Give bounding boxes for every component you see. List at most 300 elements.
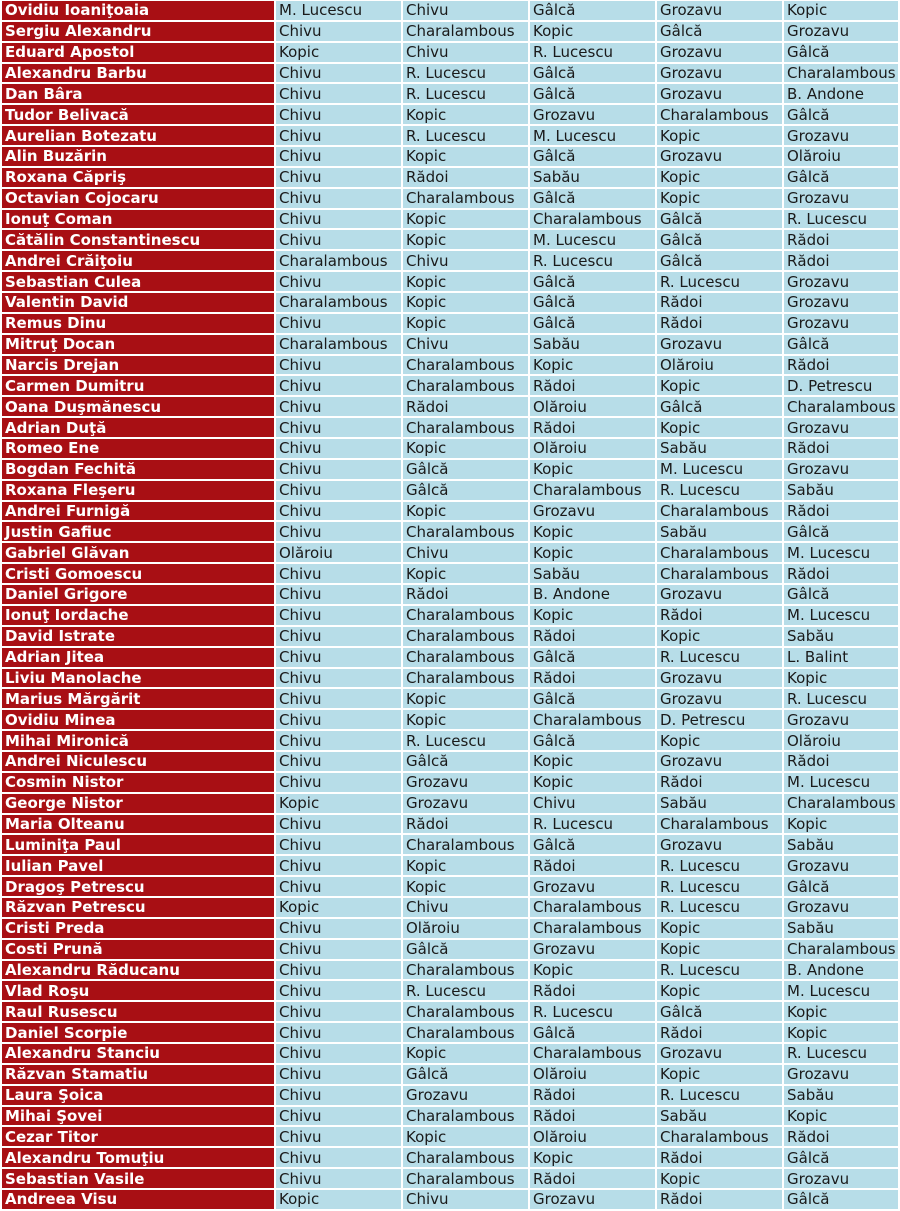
journalist-name: Costi Prună — [2, 940, 274, 959]
vote-1: Kopic — [276, 794, 401, 813]
vote-3: Grozavu — [530, 877, 655, 896]
vote-5: Rădoi — [784, 230, 898, 249]
vote-1: Chivu — [276, 210, 401, 229]
vote-3: R. Lucescu — [530, 815, 655, 834]
vote-3: R. Lucescu — [530, 43, 655, 62]
journalist-name: Alexandru Stanciu — [2, 1044, 274, 1063]
journalist-name: Daniel Scorpie — [2, 1023, 274, 1042]
vote-1: Chivu — [276, 418, 401, 437]
vote-3: Rădoi — [530, 1107, 655, 1126]
vote-5: Sabău — [784, 835, 898, 854]
vote-4: Kopic — [657, 168, 782, 187]
journalist-name: Alexandru Tomuţiu — [2, 1148, 274, 1167]
vote-5: Gâlcă — [784, 1148, 898, 1167]
vote-2: Kopic — [403, 230, 528, 249]
vote-2: Charalambous — [403, 627, 528, 646]
vote-5: R. Lucescu — [784, 210, 898, 229]
vote-2: Kopic — [403, 564, 528, 583]
vote-5: Rădoi — [784, 752, 898, 771]
vote-4: Rădoi — [657, 1148, 782, 1167]
journalist-name: Răzvan Petrescu — [2, 898, 274, 917]
vote-5: Sabău — [784, 627, 898, 646]
vote-2: Chivu — [403, 1, 528, 20]
vote-4: Kopic — [657, 376, 782, 395]
vote-2: R. Lucescu — [403, 84, 528, 103]
table-row — [2, 1002, 898, 1021]
journalist-name: Cătălin Constantinescu — [2, 230, 274, 249]
journalist-name: Narcis Drejan — [2, 356, 274, 375]
journalist-name: David Istrate — [2, 627, 274, 646]
vote-2: Gâlcă — [403, 1065, 528, 1084]
vote-5: Grozavu — [784, 22, 898, 41]
vote-4: Rădoi — [657, 773, 782, 792]
vote-3: Olăroiu — [530, 397, 655, 416]
vote-2: Gâlcă — [403, 481, 528, 500]
table-row — [2, 314, 898, 333]
journalist-name: Adrian Duţă — [2, 418, 274, 437]
vote-1: Chivu — [276, 1086, 401, 1105]
table-row — [2, 210, 898, 229]
vote-3: R. Lucescu — [530, 251, 655, 270]
table-row — [2, 627, 898, 646]
vote-1: Chivu — [276, 815, 401, 834]
vote-5: Gâlcă — [784, 1190, 898, 1209]
vote-1: Chivu — [276, 981, 401, 1000]
table-row — [2, 606, 898, 625]
vote-5: B. Andone — [784, 84, 898, 103]
table-row — [2, 794, 898, 813]
journalist-name: Eduard Apostol — [2, 43, 274, 62]
vote-2: Gâlcă — [403, 460, 528, 479]
vote-4: Gâlcă — [657, 397, 782, 416]
journalist-name: Mihai Mironică — [2, 731, 274, 750]
vote-5: Charalambous — [784, 794, 898, 813]
vote-4: Grozavu — [657, 835, 782, 854]
vote-2: Charalambous — [403, 1023, 528, 1042]
vote-3: Charalambous — [530, 481, 655, 500]
vote-4: Grozavu — [657, 147, 782, 166]
vote-4: Grozavu — [657, 43, 782, 62]
vote-1: Chivu — [276, 606, 401, 625]
vote-5: Gâlcă — [784, 522, 898, 541]
vote-1: Chivu — [276, 397, 401, 416]
vote-4: Grozavu — [657, 1044, 782, 1063]
vote-2: Charalambous — [403, 1107, 528, 1126]
vote-4: Olăroiu — [657, 356, 782, 375]
journalist-name: Luminiţa Paul — [2, 835, 274, 854]
vote-3: Rădoi — [530, 981, 655, 1000]
vote-1: Chivu — [276, 460, 401, 479]
vote-5: M. Lucescu — [784, 606, 898, 625]
table-row — [2, 272, 898, 291]
vote-1: Chivu — [276, 835, 401, 854]
table-row — [2, 502, 898, 521]
vote-2: Charalambous — [403, 835, 528, 854]
vote-5: Gâlcă — [784, 168, 898, 187]
vote-3: Gâlcă — [530, 689, 655, 708]
table-row — [2, 1107, 898, 1126]
vote-2: Kopic — [403, 210, 528, 229]
journalist-name: Sebastian Vasile — [2, 1169, 274, 1188]
journalist-name: Aurelian Botezatu — [2, 126, 274, 145]
vote-2: Rădoi — [403, 168, 528, 187]
journalist-name: Dan Bâra — [2, 84, 274, 103]
vote-1: Chivu — [276, 731, 401, 750]
vote-1: Chivu — [276, 1107, 401, 1126]
vote-5: Olăroiu — [784, 731, 898, 750]
vote-3: Gâlcă — [530, 1023, 655, 1042]
journalist-name: Romeo Ene — [2, 439, 274, 458]
vote-5: Rădoi — [784, 1127, 898, 1146]
vote-4: R. Lucescu — [657, 961, 782, 980]
vote-1: Chivu — [276, 627, 401, 646]
vote-1: Chivu — [276, 314, 401, 333]
vote-2: Rădoi — [403, 585, 528, 604]
vote-3: Rădoi — [530, 1086, 655, 1105]
vote-5: Gâlcă — [784, 335, 898, 354]
journalist-name: Justin Gafiuc — [2, 522, 274, 541]
vote-4: Kopic — [657, 1065, 782, 1084]
vote-3: Sabău — [530, 335, 655, 354]
table-row — [2, 439, 898, 458]
vote-2: Chivu — [403, 1190, 528, 1209]
vote-3: Rădoi — [530, 627, 655, 646]
table-row — [2, 585, 898, 604]
vote-5: R. Lucescu — [784, 1044, 898, 1063]
vote-5: Sabău — [784, 481, 898, 500]
vote-4: R. Lucescu — [657, 648, 782, 667]
journalist-name: Bogdan Fechită — [2, 460, 274, 479]
vote-1: Chivu — [276, 773, 401, 792]
vote-2: Chivu — [403, 898, 528, 917]
vote-3: Olăroiu — [530, 1065, 655, 1084]
vote-4: Charalambous — [657, 105, 782, 124]
vote-1: Chivu — [276, 752, 401, 771]
vote-2: Kopic — [403, 314, 528, 333]
vote-2: Kopic — [403, 1044, 528, 1063]
vote-5: Grozavu — [784, 272, 898, 291]
journalist-name: Adrian Jitea — [2, 648, 274, 667]
table-row — [2, 1065, 898, 1084]
vote-3: Gâlcă — [530, 147, 655, 166]
vote-5: Kopic — [784, 1, 898, 20]
vote-3: Kopic — [530, 460, 655, 479]
journalist-name: Liviu Manolache — [2, 669, 274, 688]
vote-4: Kopic — [657, 981, 782, 1000]
journalist-name: Sebastian Culea — [2, 272, 274, 291]
table-row — [2, 898, 898, 917]
vote-2: Chivu — [403, 43, 528, 62]
vote-4: M. Lucescu — [657, 460, 782, 479]
vote-3: M. Lucescu — [530, 230, 655, 249]
table-row — [2, 1127, 898, 1146]
vote-2: Kopic — [403, 439, 528, 458]
vote-4: Kopic — [657, 731, 782, 750]
table-row — [2, 356, 898, 375]
vote-4: Gâlcă — [657, 22, 782, 41]
vote-3: Gâlcă — [530, 84, 655, 103]
vote-2: Charalambous — [403, 356, 528, 375]
vote-1: Chivu — [276, 1148, 401, 1167]
vote-2: Charalambous — [403, 189, 528, 208]
table-row — [2, 689, 898, 708]
journalist-name: Dragoş Petrescu — [2, 877, 274, 896]
vote-5: Grozavu — [784, 898, 898, 917]
journalist-name: Alexandru Răducanu — [2, 961, 274, 980]
journalist-name: Andrei Furnigă — [2, 502, 274, 521]
vote-1: Chivu — [276, 1065, 401, 1084]
vote-4: R. Lucescu — [657, 898, 782, 917]
vote-4: Sabău — [657, 1107, 782, 1126]
vote-4: Rădoi — [657, 314, 782, 333]
vote-5: D. Petrescu — [784, 376, 898, 395]
vote-2: Olăroiu — [403, 919, 528, 938]
vote-1: Chivu — [276, 648, 401, 667]
vote-2: Charalambous — [403, 669, 528, 688]
vote-2: Charalambous — [403, 1169, 528, 1188]
vote-2: Kopic — [403, 1127, 528, 1146]
vote-3: Charalambous — [530, 898, 655, 917]
vote-2: Rădoi — [403, 815, 528, 834]
vote-3: Gâlcă — [530, 189, 655, 208]
table-row — [2, 773, 898, 792]
vote-1: Chivu — [276, 356, 401, 375]
vote-4: Gâlcă — [657, 210, 782, 229]
table-row — [2, 669, 898, 688]
journalist-name: Remus Dinu — [2, 314, 274, 333]
vote-5: Kopic — [784, 1107, 898, 1126]
journalist-name: Cezar Titor — [2, 1127, 274, 1146]
vote-2: Charalambous — [403, 961, 528, 980]
vote-3: Gâlcă — [530, 64, 655, 83]
vote-3: Grozavu — [530, 502, 655, 521]
vote-4: D. Petrescu — [657, 710, 782, 729]
vote-5: Rădoi — [784, 439, 898, 458]
journalist-name: Ionuţ Iordache — [2, 606, 274, 625]
vote-4: Rădoi — [657, 1023, 782, 1042]
table-row — [2, 230, 898, 249]
vote-3: Charalambous — [530, 210, 655, 229]
journalist-name: Vlad Roşu — [2, 981, 274, 1000]
vote-4: Charalambous — [657, 543, 782, 562]
vote-1: Chivu — [276, 1044, 401, 1063]
vote-4: Kopic — [657, 189, 782, 208]
vote-4: Gâlcă — [657, 1002, 782, 1021]
vote-2: Kopic — [403, 710, 528, 729]
vote-3: Rădoi — [530, 856, 655, 875]
vote-1: Kopic — [276, 43, 401, 62]
vote-5: Grozavu — [784, 1169, 898, 1188]
journalist-name: Marius Mărgărit — [2, 689, 274, 708]
vote-5: Charalambous — [784, 64, 898, 83]
vote-1: Chivu — [276, 585, 401, 604]
table-row — [2, 877, 898, 896]
vote-4: Grozavu — [657, 669, 782, 688]
table-row — [2, 189, 898, 208]
vote-2: Kopic — [403, 856, 528, 875]
journalist-name: Andrei Niculescu — [2, 752, 274, 771]
journalist-name: Valentin David — [2, 293, 274, 312]
table-row — [2, 1148, 898, 1167]
vote-4: Sabău — [657, 439, 782, 458]
vote-1: Chivu — [276, 481, 401, 500]
vote-5: Gâlcă — [784, 43, 898, 62]
vote-3: Kopic — [530, 22, 655, 41]
vote-1: Chivu — [276, 522, 401, 541]
vote-2: Charalambous — [403, 418, 528, 437]
vote-3: Rădoi — [530, 418, 655, 437]
vote-2: R. Lucescu — [403, 126, 528, 145]
table-row — [2, 731, 898, 750]
vote-3: Kopic — [530, 543, 655, 562]
vote-3: Grozavu — [530, 940, 655, 959]
vote-2: R. Lucescu — [403, 64, 528, 83]
journalist-name: Daniel Grigore — [2, 585, 274, 604]
vote-5: Rădoi — [784, 564, 898, 583]
table-row — [2, 293, 898, 312]
vote-5: Rădoi — [784, 356, 898, 375]
vote-1: Chivu — [276, 168, 401, 187]
vote-1: Charalambous — [276, 335, 401, 354]
vote-4: Charalambous — [657, 815, 782, 834]
journalist-name: Andreea Visu — [2, 1190, 274, 1209]
table-row — [2, 418, 898, 437]
vote-2: Kopic — [403, 502, 528, 521]
vote-3: Gâlcă — [530, 648, 655, 667]
vote-3: R. Lucescu — [530, 1002, 655, 1021]
vote-5: Kopic — [784, 1002, 898, 1021]
table-row — [2, 335, 898, 354]
vote-1: Chivu — [276, 230, 401, 249]
vote-1: Charalambous — [276, 251, 401, 270]
table-row — [2, 147, 898, 166]
vote-5: Gâlcă — [784, 877, 898, 896]
journalist-name: Ovidiu Minea — [2, 710, 274, 729]
vote-1: Chivu — [276, 189, 401, 208]
vote-5: Grozavu — [784, 710, 898, 729]
vote-5: Grozavu — [784, 1065, 898, 1084]
vote-3: Olăroiu — [530, 1127, 655, 1146]
vote-5: Kopic — [784, 669, 898, 688]
vote-2: Grozavu — [403, 794, 528, 813]
vote-2: R. Lucescu — [403, 731, 528, 750]
journalist-name: Maria Olteanu — [2, 815, 274, 834]
vote-4: Rădoi — [657, 1190, 782, 1209]
vote-3: Rădoi — [530, 376, 655, 395]
vote-3: Gâlcă — [530, 314, 655, 333]
journalist-name: Oana Duşmănescu — [2, 397, 274, 416]
vote-1: Chivu — [276, 710, 401, 729]
table-row — [2, 1023, 898, 1042]
vote-4: Kopic — [657, 940, 782, 959]
vote-2: Kopic — [403, 105, 528, 124]
journalist-name: Roxana Căpriş — [2, 168, 274, 187]
vote-4: Sabău — [657, 794, 782, 813]
vote-1: Kopic — [276, 898, 401, 917]
table-row — [2, 64, 898, 83]
vote-3: Gâlcă — [530, 1, 655, 20]
table-row — [2, 126, 898, 145]
journalist-name: Iulian Pavel — [2, 856, 274, 875]
vote-1: Chivu — [276, 689, 401, 708]
vote-5: Grozavu — [784, 460, 898, 479]
vote-4: R. Lucescu — [657, 481, 782, 500]
vote-5: Grozavu — [784, 856, 898, 875]
vote-5: M. Lucescu — [784, 773, 898, 792]
vote-4: Grozavu — [657, 585, 782, 604]
table-row — [2, 43, 898, 62]
vote-1: Chivu — [276, 564, 401, 583]
table-row — [2, 940, 898, 959]
journalist-name: Cristi Gomoescu — [2, 564, 274, 583]
vote-1: Kopic — [276, 1190, 401, 1209]
vote-5: M. Lucescu — [784, 981, 898, 1000]
vote-3: Rădoi — [530, 669, 655, 688]
vote-4: R. Lucescu — [657, 877, 782, 896]
vote-5: M. Lucescu — [784, 543, 898, 562]
vote-3: Kopic — [530, 356, 655, 375]
vote-3: Kopic — [530, 1148, 655, 1167]
vote-2: Charalambous — [403, 1148, 528, 1167]
table-row — [2, 981, 898, 1000]
vote-2: Grozavu — [403, 773, 528, 792]
vote-4: Kopic — [657, 919, 782, 938]
vote-3: Sabău — [530, 168, 655, 187]
vote-4: Grozavu — [657, 1, 782, 20]
vote-4: Kopic — [657, 126, 782, 145]
vote-3: Kopic — [530, 773, 655, 792]
vote-2: Kopic — [403, 877, 528, 896]
vote-3: Kopic — [530, 522, 655, 541]
vote-1: Chivu — [276, 84, 401, 103]
vote-5: Charalambous — [784, 397, 898, 416]
vote-2: Kopic — [403, 272, 528, 291]
vote-2: Charalambous — [403, 22, 528, 41]
table-row — [2, 815, 898, 834]
vote-5: Grozavu — [784, 293, 898, 312]
journalist-name: Alexandru Barbu — [2, 64, 274, 83]
vote-4: Kopic — [657, 1169, 782, 1188]
vote-4: Grozavu — [657, 689, 782, 708]
vote-4: Grozavu — [657, 335, 782, 354]
table-row — [2, 1044, 898, 1063]
vote-5: Grozavu — [784, 189, 898, 208]
vote-1: Charalambous — [276, 293, 401, 312]
journalist-name: Octavian Cojocaru — [2, 189, 274, 208]
journalist-name: Tudor Belivacă — [2, 105, 274, 124]
table-row — [2, 460, 898, 479]
journalist-name: Mihai Şovei — [2, 1107, 274, 1126]
table-row — [2, 856, 898, 875]
vote-5: Kopic — [784, 1023, 898, 1042]
vote-1: Chivu — [276, 439, 401, 458]
table-row — [2, 522, 898, 541]
vote-1: Chivu — [276, 502, 401, 521]
vote-1: Chivu — [276, 1127, 401, 1146]
vote-3: Kopic — [530, 606, 655, 625]
journalist-name: Sergiu Alexandru — [2, 22, 274, 41]
table-row — [2, 1, 898, 20]
vote-2: Charalambous — [403, 376, 528, 395]
vote-5: Grozavu — [784, 418, 898, 437]
table-row — [2, 543, 898, 562]
vote-1: Olăroiu — [276, 543, 401, 562]
vote-2: Rădoi — [403, 397, 528, 416]
journalist-name: Carmen Dumitru — [2, 376, 274, 395]
vote-5: Sabău — [784, 1086, 898, 1105]
vote-5: Rădoi — [784, 251, 898, 270]
vote-1: Chivu — [276, 22, 401, 41]
